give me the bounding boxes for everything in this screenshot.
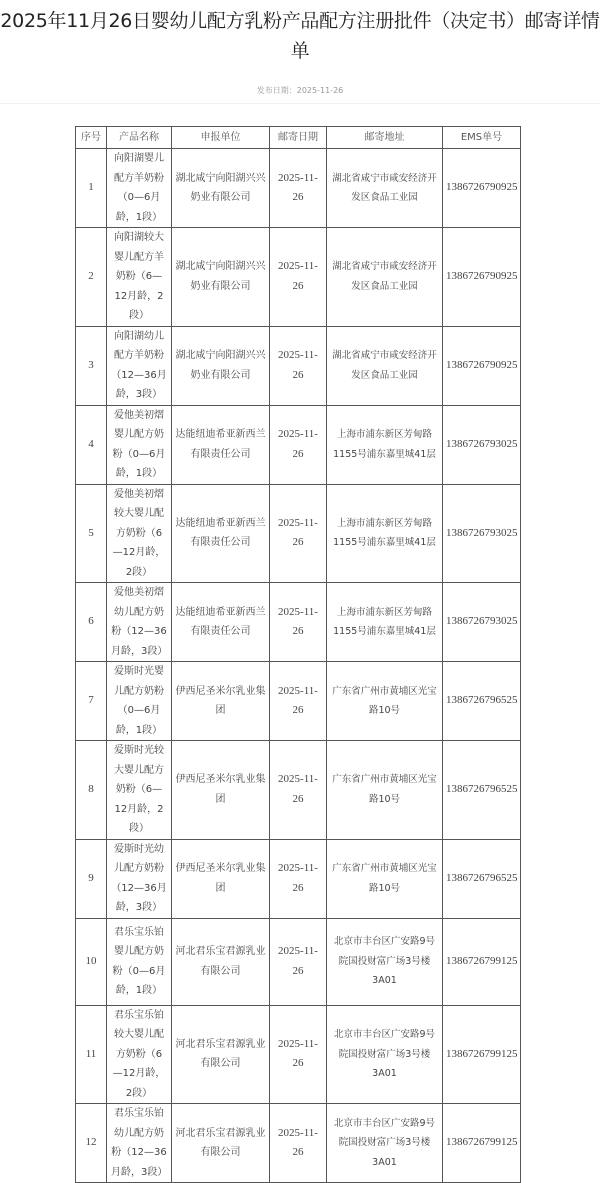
cell-address: 湖北省咸宁市咸安经济开发区食品工业园 bbox=[327, 149, 443, 228]
divider bbox=[0, 103, 600, 104]
cell-ems-number: 1386726796525 bbox=[443, 839, 521, 918]
cell-product: 爱他美初熠幼儿配方奶粉（12—36月龄，3段） bbox=[107, 583, 172, 662]
table-row bbox=[76, 662, 521, 741]
cell-product: 向阳湖幼儿配方羊奶粉（12—36月龄，3段） bbox=[107, 326, 172, 405]
table-row bbox=[76, 228, 521, 327]
table-row bbox=[76, 326, 521, 405]
cell-address: 上海市浦东新区芳甸路1155号浦东嘉里城41层 bbox=[327, 583, 443, 662]
cell-company: 湖北咸宁向阳湖兴兴奶业有限公司 bbox=[172, 149, 270, 228]
cell-company: 河北君乐宝君源乳业有限公司 bbox=[172, 1104, 270, 1183]
table-row bbox=[76, 918, 521, 1005]
cell-address: 北京市丰台区广安路9号院国投财富广场3号楼3A01 bbox=[327, 918, 443, 1005]
cell-product: 爱他美初熠较大婴儿配方奶粉（6—12月龄，2段） bbox=[107, 484, 172, 583]
cell-address: 广东省广州市黄埔区光宝路10号 bbox=[327, 741, 443, 840]
cell-ems-number: 1386726793025 bbox=[443, 583, 521, 662]
page-title: 2025年11月26日婴幼儿配方乳粉产品配方注册批件（决定书）邮寄详情单 bbox=[0, 10, 600, 62]
header-product: 产品名称 bbox=[107, 127, 172, 149]
cell-company: 河北君乐宝君源乳业有限公司 bbox=[172, 1005, 270, 1104]
cell-no: 10 bbox=[76, 918, 107, 1005]
table-row bbox=[76, 1104, 521, 1183]
cell-no: 3 bbox=[76, 326, 107, 405]
table-header-row bbox=[76, 127, 521, 149]
cell-mail-date: 2025-11-26 bbox=[270, 583, 327, 662]
table-row bbox=[76, 484, 521, 583]
cell-company: 伊西尼圣米尔乳业集团 bbox=[172, 662, 270, 741]
publish-date-line bbox=[0, 85, 600, 96]
table-row bbox=[76, 149, 521, 228]
cell-ems-number: 1386726790925 bbox=[443, 149, 521, 228]
table-row bbox=[76, 741, 521, 840]
table-row bbox=[76, 1005, 521, 1104]
cell-product: 君乐宝乐铂幼儿配方奶粉（12—36月龄，3段） bbox=[107, 1104, 172, 1183]
cell-company: 湖北咸宁向阳湖兴兴奶业有限公司 bbox=[172, 228, 270, 327]
cell-address: 广东省广州市黄埔区光宝路10号 bbox=[327, 662, 443, 741]
cell-no: 8 bbox=[76, 741, 107, 840]
cell-ems-number: 1386726799125 bbox=[443, 918, 521, 1005]
cell-company: 伊西尼圣米尔乳业集团 bbox=[172, 839, 270, 918]
cell-company: 河北君乐宝君源乳业有限公司 bbox=[172, 918, 270, 1005]
table-row bbox=[76, 405, 521, 484]
table-row bbox=[76, 839, 521, 918]
cell-no: 1 bbox=[76, 149, 107, 228]
cell-address: 湖北省咸宁市咸安经济开发区食品工业园 bbox=[327, 228, 443, 327]
cell-company: 伊西尼圣米尔乳业集团 bbox=[172, 741, 270, 840]
cell-company: 达能纽迪希亚新西兰有限责任公司 bbox=[172, 484, 270, 583]
cell-product: 爱斯时光幼儿配方奶粉（12—36月龄，3段） bbox=[107, 839, 172, 918]
cell-no: 4 bbox=[76, 405, 107, 484]
table-row bbox=[76, 583, 521, 662]
publish-date-label: 发布日期： bbox=[256, 86, 297, 95]
publish-date-value: 2025-11-26 bbox=[296, 86, 344, 95]
cell-ems-number: 1386726799125 bbox=[443, 1104, 521, 1183]
cell-product: 君乐宝乐铂婴儿配方奶粉（0—6月龄，1段） bbox=[107, 918, 172, 1005]
cell-product: 向阳湖婴儿配方羊奶粉（0—6月龄，1段） bbox=[107, 149, 172, 228]
header-ems: EMS单号 bbox=[443, 127, 521, 149]
cell-ems-number: 1386726796525 bbox=[443, 662, 521, 741]
header-no: 序号 bbox=[76, 127, 107, 149]
cell-ems-number: 1386726796525 bbox=[443, 741, 521, 840]
cell-mail-date: 2025-11-26 bbox=[270, 918, 327, 1005]
cell-no: 2 bbox=[76, 228, 107, 327]
cell-no: 5 bbox=[76, 484, 107, 583]
cell-mail-date: 2025-11-26 bbox=[270, 484, 327, 583]
cell-mail-date: 2025-11-26 bbox=[270, 228, 327, 327]
cell-ems-number: 1386726793025 bbox=[443, 484, 521, 583]
cell-no: 11 bbox=[76, 1005, 107, 1104]
header-date: 邮寄日期 bbox=[270, 127, 327, 149]
cell-company: 湖北咸宁向阳湖兴兴奶业有限公司 bbox=[172, 326, 270, 405]
cell-mail-date: 2025-11-26 bbox=[270, 839, 327, 918]
cell-mail-date: 2025-11-26 bbox=[270, 405, 327, 484]
cell-no: 7 bbox=[76, 662, 107, 741]
cell-address: 湖北省咸宁市咸安经济开发区食品工业园 bbox=[327, 326, 443, 405]
cell-address: 广东省广州市黄埔区光宝路10号 bbox=[327, 839, 443, 918]
cell-mail-date: 2025-11-26 bbox=[270, 662, 327, 741]
cell-address: 北京市丰台区广安路9号院国投财富广场3号楼3A01 bbox=[327, 1005, 443, 1104]
cell-address: 北京市丰台区广安路9号院国投财富广场3号楼3A01 bbox=[327, 1104, 443, 1183]
cell-mail-date: 2025-11-26 bbox=[270, 326, 327, 405]
cell-product: 向阳湖较大婴儿配方羊奶粉（6—12月龄，2段） bbox=[107, 228, 172, 327]
cell-mail-date: 2025-11-26 bbox=[270, 741, 327, 840]
cell-mail-date: 2025-11-26 bbox=[270, 1005, 327, 1104]
cell-product: 爱斯时光婴儿配方奶粉（0—6月龄，1段） bbox=[107, 662, 172, 741]
cell-mail-date: 2025-11-26 bbox=[270, 149, 327, 228]
cell-product: 爱斯时光较大婴儿配方奶粉（6—12月龄，2段） bbox=[107, 741, 172, 840]
cell-address: 上海市浦东新区芳甸路1155号浦东嘉里城41层 bbox=[327, 484, 443, 583]
cell-ems-number: 1386726799125 bbox=[443, 1005, 521, 1104]
cell-mail-date: 2025-11-26 bbox=[270, 1104, 327, 1183]
mailing-details-table bbox=[75, 126, 521, 1183]
cell-ems-number: 1386726790925 bbox=[443, 326, 521, 405]
cell-ems-number: 1386726790925 bbox=[443, 228, 521, 327]
cell-company: 达能纽迪希亚新西兰有限责任公司 bbox=[172, 583, 270, 662]
cell-address: 上海市浦东新区芳甸路1155号浦东嘉里城41层 bbox=[327, 405, 443, 484]
cell-company: 达能纽迪希亚新西兰有限责任公司 bbox=[172, 405, 270, 484]
cell-product: 爱他美初熠婴儿配方奶粉（0—6月龄，1段） bbox=[107, 405, 172, 484]
cell-no: 6 bbox=[76, 583, 107, 662]
cell-product: 君乐宝乐铂较大婴儿配方奶粉（6—12月龄，2段） bbox=[107, 1005, 172, 1104]
cell-no: 12 bbox=[76, 1104, 107, 1183]
cell-ems-number: 1386726793025 bbox=[443, 405, 521, 484]
header-address: 邮寄地址 bbox=[327, 127, 443, 149]
header-company: 申报单位 bbox=[172, 127, 270, 149]
cell-no: 9 bbox=[76, 839, 107, 918]
